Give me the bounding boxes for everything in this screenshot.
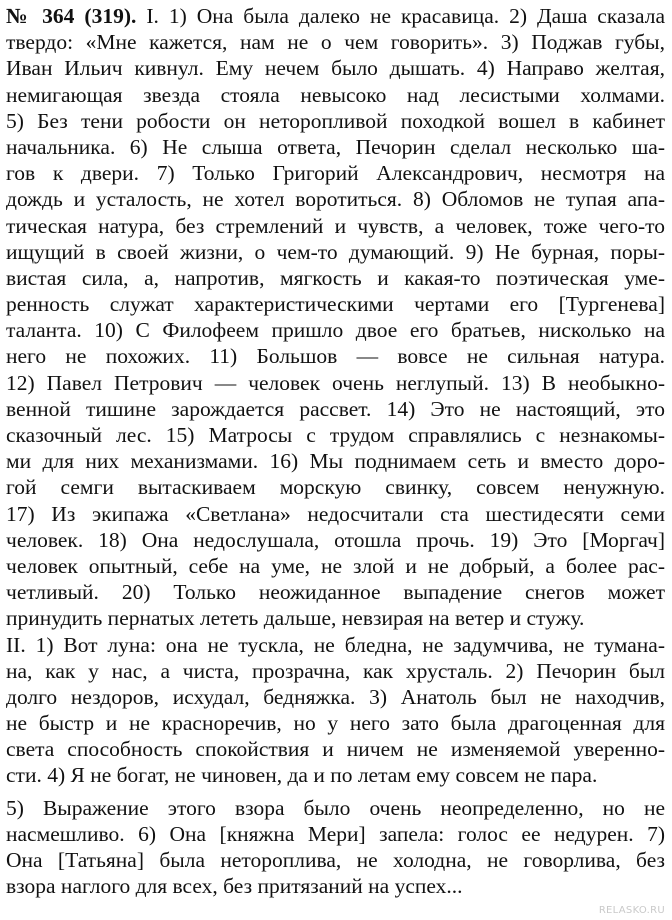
text-line: II. 1) Вот луна: она не тускла, не бледна, не задумчива, не тумана- xyxy=(6,632,665,657)
text-line: человек опытный, себе на уме, не злой и не добрый, а более рас- xyxy=(6,553,665,578)
text-line: дождь и усталость, не хотел воротиться. 8) Обломов не тупая апа- xyxy=(6,187,665,212)
exercise-number: № 364 (319). xyxy=(6,4,137,28)
text-line-1-rest: I. 1) Она была далеко не красавица. 2) Даша сказала xyxy=(136,4,665,28)
text-line: света способность спокойствия и ничем не изменяемой уверенно- xyxy=(6,737,665,762)
text-line: тическая натура, без стремлений и чувств, а человек, тоже чего-то xyxy=(6,213,665,238)
site-watermark: RELASKO.RU xyxy=(598,905,665,916)
text-line: вистая сила, а, напротив, мягкость и какая-то поэтическая уме- xyxy=(6,265,665,290)
text-line-1 xyxy=(6,3,665,29)
text-line: ренность служат характеристическими чертами его [Тургенева] xyxy=(6,292,665,317)
text-line: взора наглого для всех, без притязаний на успех... xyxy=(6,874,463,899)
text-line: начальника. 6) Не слыша ответа, Печорин сделал несколько ша- xyxy=(6,134,665,159)
text-line: таланта. 10) С Филофеем пришло двое его братьев, нисколько на xyxy=(6,318,665,343)
text-line: гов к двери. 7) Только Григорий Александрович, несмотря на xyxy=(6,161,665,186)
text-line: не быстр и не красноречив, но у него зато была драгоценная для xyxy=(6,711,665,736)
text-line: 5) Выражение этого взора было очень неопределенно, но не xyxy=(6,795,665,820)
text-line: венной тишине зарождается рассвет. 14) Это не настоящий, это xyxy=(6,396,665,421)
text-line: 5) Без тени робости он неторопливой походкой вошел в кабинет xyxy=(6,108,665,133)
text-line: сказочный лес. 15) Матросы с трудом справлялись с незнакомы- xyxy=(6,423,665,447)
text-line: человек. 18) Она недослушала, отошла прочь. 19) Это [Моргач] xyxy=(6,527,665,552)
text-line: 12) Павел Петрович — человек очень неглупый. 13) В необыкно- xyxy=(6,370,665,395)
text-line: немигающая звезда стояла невысоко над лесистыми холмами. xyxy=(6,82,665,107)
exercise-text-block xyxy=(6,3,665,899)
text-line: ищущий в своей жизни, о чем-то думающий. 9) Не бурная, поры- xyxy=(6,239,665,264)
text-line: долго нездоров, исхудал, бедняжка. 3) Анатоль был не находчив, xyxy=(6,684,665,709)
text-line: принудить пернатых лететь дальше, невзирая на ветер и стужу. xyxy=(6,606,585,631)
text-line: насмешливо. 6) Она [княжна Мери] запела: голос ее недурен. 7) xyxy=(6,821,665,846)
text-line: 17) Из экипажа «Светлана» недосчитали ста шестидесяти семи xyxy=(6,501,665,526)
text-line: четливый. 20) Только неожиданное выпадение снегов может xyxy=(6,580,665,605)
text-line: гой семги вытаскиваем морскую свинку, совсем ненужную. xyxy=(6,475,665,500)
text-line: него не похожих. 11) Большов — вовсе не сильная натура. xyxy=(6,344,665,369)
text-line: Она [Татьяна] была нетороплива, не холодна, не говорлива, без xyxy=(6,848,665,872)
text-line: Иван Ильич кивнул. Ему нечем было дышать. 4) Направо желтая, xyxy=(6,56,665,81)
text-line: на, как у нас, а чиста, прозрачна, как хрусталь. 2) Печорин был xyxy=(6,658,665,683)
text-line: сти. 4) Я не богат, не чиновен, да и по летам ему совсем не пара. xyxy=(6,763,598,788)
text-line: ми для них механизмами. 16) Мы поднимаем сеть и вместо доро- xyxy=(6,449,665,474)
text-line: твердо: «Мне кажется, нам не о чем говорить». 3) Поджав губы, xyxy=(6,30,665,55)
